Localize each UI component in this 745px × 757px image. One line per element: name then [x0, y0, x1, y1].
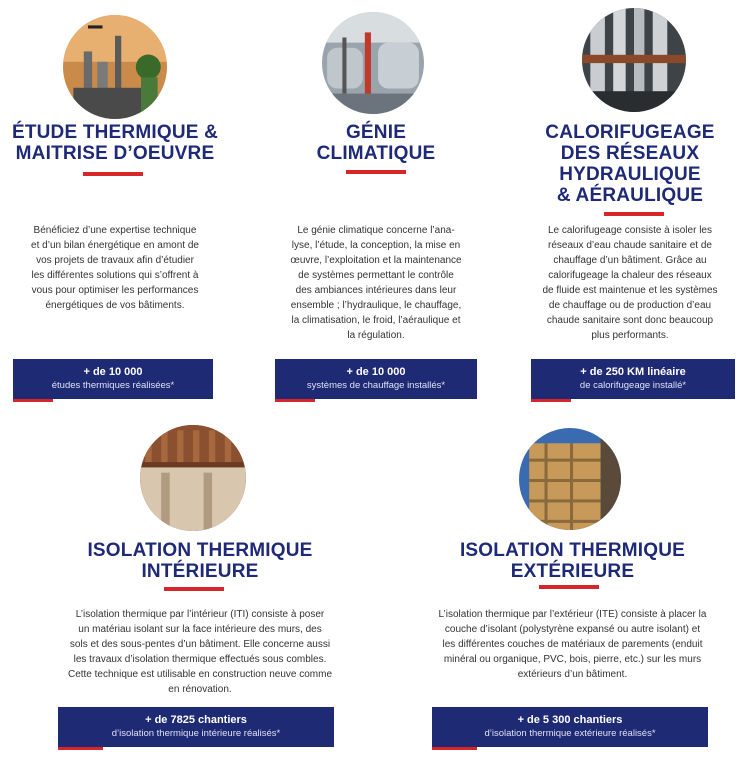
service-card-exterior-insulation: [400, 420, 745, 757]
exterior-insulation-photo: [519, 428, 621, 530]
service-card-thermal-study: [0, 0, 230, 410]
stat-label: études thermiques réalisées*: [51, 380, 175, 391]
service-title: ISOLATION THERMIQUE EXTÉRIEURE: [459, 540, 686, 582]
stat-label: d’isolation thermique extérieure réalisés*: [484, 728, 656, 739]
service-card-interior-insulation: [0, 420, 400, 757]
stat-label: de calorifugeage installé*: [579, 380, 687, 391]
title-underline: [539, 585, 599, 589]
title-underline: [346, 170, 406, 174]
stat-box: [275, 359, 477, 399]
service-card-climate-engineering: [258, 0, 494, 410]
stat-box: [432, 707, 708, 747]
title-underline: [83, 172, 143, 176]
stat-box: [13, 359, 213, 399]
service-title: CALORIFUGEAGE DES RÉSEAUX HYDRAULIQUE & AÉRAULIQUE: [545, 122, 715, 206]
stat-underline: [58, 747, 103, 750]
title-underline: [164, 587, 224, 591]
stat-label: systèmes de chauffage installés*: [306, 380, 446, 391]
stat-value: + de 10 000: [346, 366, 406, 378]
pipe-insulation-photo: [582, 8, 686, 112]
stat-value: + de 7825 chantiers: [145, 714, 247, 726]
stat-value: + de 10 000: [83, 366, 143, 378]
service-description: Bénéficiez d’une expertise technique et d’un bilan énergétique en amont de vos projets de travaux afin d’étudier les différentes solutions qui s’offrent à vous pour optimiser les performances énergétiques de vos bâtiments.: [31, 225, 199, 311]
climate-engineering-photo: [322, 12, 424, 114]
stat-value: + de 5 300 chantiers: [517, 714, 623, 726]
service-title: ISOLATION THERMIQUE INTÉRIEURE: [87, 540, 313, 582]
stat-underline: [275, 399, 315, 402]
stat-underline: [432, 747, 477, 750]
service-title: ÉTUDE THERMIQUE & MAITRISE D’OEUVRE: [11, 122, 219, 164]
stat-label: d’isolation thermique intérieure réalisés*: [111, 728, 281, 739]
stat-box: [531, 359, 735, 399]
stat-box: [58, 707, 334, 747]
title-underline: [604, 212, 664, 216]
stat-value: + de 250 KM linéaire: [580, 366, 686, 378]
service-title: GÉNIE CLIMATIQUE: [316, 122, 436, 164]
service-description: Le génie climatique concerne l’ana- lyse, l’étude, la conception, la mise en œuvre, l’exploitation et la maintenance de systèmes permettant le contrôle des ambiances intérieures dans leur ensemble ; l’hydraulique, le chauffage, la climatisation, le froid, l’aéraulique et la régulation.: [290, 225, 462, 341]
service-description: Le calorifugeage consiste à isoler les réseaux d’eau chaude sanitaire et de chauffage d’un bâtiment. Grâce au calorifugeage la chaleur des réseaux de fluide est maintenue et les systèmes de chauffage ou de production d’eau chaude sanitaire sont donc beaucoup plus performants.: [542, 225, 718, 341]
service-description: L’isolation thermique par l’extérieur (ITE) consiste à placer la couche d’isolant (polystyrène expansé ou autre isolant) et les différentes couches de matériaux de parements (enduit minéral ou organique, PVC, bois, pierre, etc.) sur les murs extérieurs d’un bâtiment.: [438, 609, 707, 680]
interior-insulation-photo: [140, 425, 246, 531]
service-card-pipe-insulation: [515, 0, 745, 410]
service-description: L’isolation thermique par l’intérieur (ITI) consiste à poser un matériau isolant sur la face intérieure des murs, des sols et des sous-pentes d’un bâtiment. Elle concerne aussi les travaux d’isolation thermique effectués sous combles. Cette technique est utilisable en construction neuve comme en rénovation.: [67, 609, 333, 695]
stat-underline: [13, 399, 53, 402]
stat-underline: [531, 399, 571, 402]
thermal-study-photo: [63, 15, 167, 119]
